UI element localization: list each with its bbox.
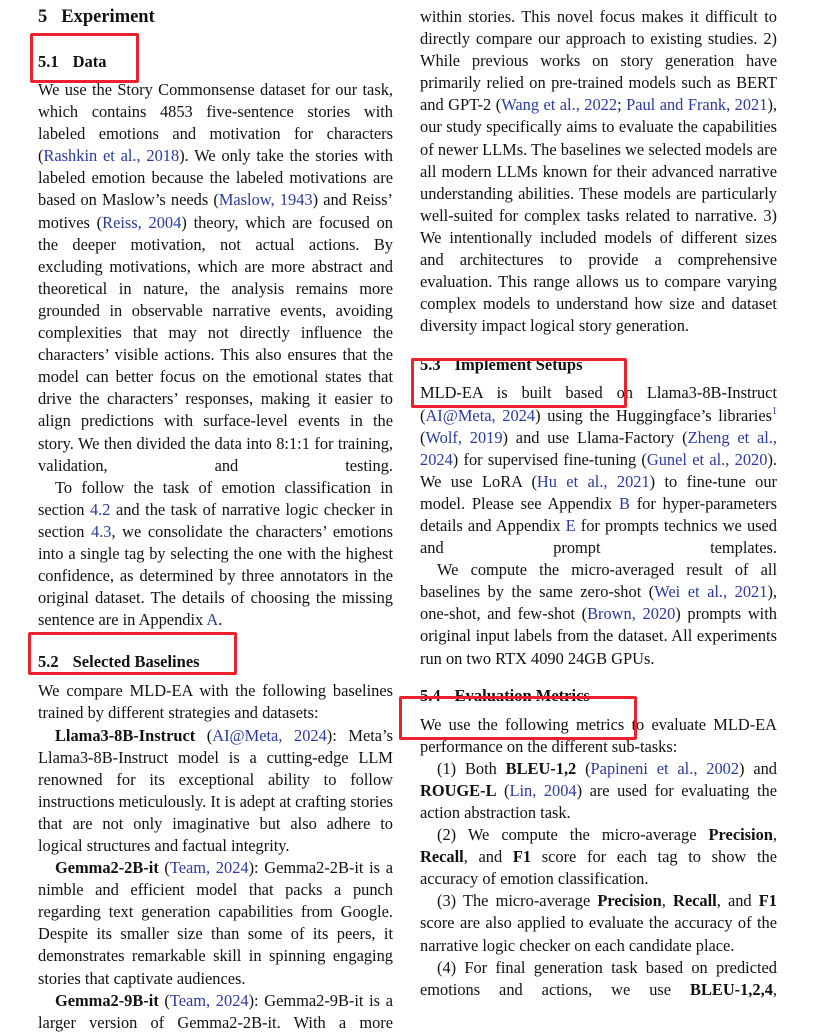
citation-link[interactable]: Lin, 2004 [509,780,577,800]
text-run: (4) For final generation task based on predicted emotions and actions, we use [420,957,777,999]
subsection-heading-baselines [38,651,393,673]
text-run: ) prompts with original input labels from the dataset. All experiments run on two RTX 4090 24GB GPUs. [420,604,777,668]
text-run: We use the following metrics to evaluate MLD-EA performance on the different sub-tasks: [420,714,777,756]
data-paragraph-2 [38,477,393,632]
text-run: , and [463,847,513,867]
citation-link[interactable]: Maslow, 1943 [218,190,313,210]
text-run: ), one-shot, and few-shot ( [420,582,777,624]
baseline-gemma2-9b [38,990,393,1034]
text-run: ): Gemma2-2B-it is a nimble and efficient model that packs a punch regarding text generation capabilities from Google. Despite its smaller size than some of its peers, it demonstrates remarkable skill in spinning engaging stories that captivate audiences. [38,858,393,988]
bold-term: Precision [597,891,662,911]
bold-term: BLEU-1,2,4 [690,979,773,999]
text-run: ( [496,780,510,800]
citation-link[interactable]: 4.3 [91,521,112,541]
citation-link[interactable]: Hu et al., 2021 [536,471,650,491]
text-run: ), our study specifically aims to evaluate the capabilities of newer LLMs. The baselines we selected models are all modern LLMs known for their advanced narrative understanding abilities. These models are particularly well-suited for complex tasks related to narrative. 3) We intentionally included models of different sizes and architectures to provide a comprehensive evaluation. This range allows us to compare varying complex models to understand how size and dataset diversity impact logical story generation. [420,95,777,336]
text-run: , we consolidate the characters’ emotions into a single tag by selecting the one with the highest confidence, as determined by three annotators in the original dataset. The details of choosing the missing sentence are in Appendix [38,521,393,630]
text-run: ) to fine-tune our model. Please see Appendix [420,471,777,513]
text-run: , and [716,891,759,911]
text-run: ; [617,95,627,115]
text-run: ( [158,858,170,878]
citation-link[interactable]: Rashkin et al., 2018 [43,146,180,166]
text-run: ) theory, which are focused on the deeper motivation, not actual actions. By excluding motivations, which are more abstract and theoretical in nature, the analysis remains more grounded in observable narrative events, avoiding complexities that may not directly influence the characters’ visible actions. This also ensures that the model can better focus on the emotional states that drive the characters’ responses, making it easier to align predictions with surface-level events in the story. We then divided the data into 8:1:1 for training, validation, and testing. [38,212,394,475]
text-run: ( [158,990,170,1010]
text-run: ) and [739,758,777,778]
subsection-number: 5.3 [420,355,441,375]
text-run: ( [195,725,213,745]
citation-link[interactable]: Papineni et al., 2002 [590,758,740,778]
text-run: , [772,979,777,999]
bold-term: Recall [673,891,717,911]
section-heading [38,6,393,28]
citation-link[interactable]: Wang et al., 2022 [501,95,618,115]
citation-link[interactable]: Zheng et al., 2024 [420,427,778,469]
text-run: (1) Both [437,758,506,778]
citation-link[interactable]: AI@Meta, 2024 [425,405,536,425]
baseline-llama3 [38,725,393,858]
text-run: score are also applied to evaluate the accuracy of the narrative logic checker on each candidate place. [420,913,777,955]
text-run: ): Meta’s Llama3-8B-Instruct model is a cutting-edge LLM renowned for its exceptional ability to follow instructions meticulously. It is adept at crafting stories that are not only imaginative but also adhere to logical structures and factual integrity. [38,725,393,855]
subsection-title: Evaluation Metrics [454,685,590,705]
citation-link[interactable]: AI@Meta, 2024 [212,725,327,745]
citation-link[interactable]: B [618,493,630,513]
text-run: . [218,610,223,630]
bold-term: Llama3-8B-Instruct [55,725,196,745]
citation-link[interactable]: Gunel et al., 2020 [646,449,768,469]
section-number: 5 [38,7,48,27]
subsection-heading-setups [420,354,777,376]
subsection-title: Implement Setups [454,355,583,375]
text-run: ) for supervised fine-tuning ( [452,449,647,469]
subsection-heading-metrics [420,685,777,707]
text-run: , [661,891,673,911]
citation-link[interactable]: Paul and Frank, 2021 [626,95,768,115]
text-run: (3) The micro-average [437,891,598,911]
left-column [38,6,393,1034]
bold-term: ROUGE-L [420,780,497,800]
bold-term: Gemma2-9B-it [55,990,159,1010]
bold-term: Gemma2-2B-it [55,858,159,878]
bold-term: Recall [420,847,464,867]
metric-item-2 [420,824,777,890]
text-run: ) and Reiss’ motives ( [38,190,394,232]
text-run: ) using the Huggingface’s libraries [535,405,772,425]
right-column [420,6,777,1001]
text-run: and the task of narrative logic checker in section [38,499,393,541]
metric-item-3 [420,890,777,956]
metrics-intro [420,714,777,758]
text-run: score for each tag to show the accuracy of emotion classification. [420,847,777,889]
section-title: Experiment [61,7,155,27]
bold-term: F1 [512,847,532,867]
citation-link[interactable]: Team, 2024 [169,858,249,878]
citation-link[interactable]: Brown, 2020 [587,604,676,624]
subsection-title: Selected Baselines [72,652,200,672]
text-run: ). We use LoRA ( [420,449,777,491]
text-run: We use the Story Commonsense dataset for our task, which contains 4853 five-sentence stories with labeled emotions and motivation for characters ( [38,80,393,166]
text-run: ): Gemma2-9B-it is a larger version of Gemma2-2B-it. With a more [38,990,393,1032]
text-run: ( [576,758,591,778]
text-run: We compute the micro-averaged result of all baselines by the same zero-shot ( [420,560,777,602]
text-run: MLD-EA is built based on Llama3-8B-Instruct ( [420,383,777,425]
text-run: To follow the task of emotion classification in section [38,477,393,519]
bold-term: BLEU-1,2 [505,758,577,778]
citation-link[interactable]: A [206,610,219,630]
baselines-intro [38,680,393,724]
subsection-heading-data [38,51,393,73]
setups-paragraph-2 [420,559,777,669]
bold-term: Precision [708,825,773,845]
text-run: We compare MLD-EA with the following baselines trained by different strategies and datasets: [38,681,393,723]
baseline-gemma2-2b [38,857,393,990]
citation-link[interactable]: 4.2 [89,499,111,519]
text-run: within stories. This novel focus makes it difficult to directly compare our approach to existing studies. 2) While previous works on story generation have primarily relied on pre-trained models such as BERT and GPT-2 ( [420,7,777,115]
text-run: , [772,825,777,845]
text-run: ) and use Llama-Factory ( [502,427,688,447]
metric-item-4 [420,957,777,1001]
footnote-marker[interactable]: 1 [772,405,777,417]
subsection-number: 5.4 [420,685,441,705]
text-run: (2) We compute the micro-average [437,825,709,845]
citation-link[interactable]: Team, 2024 [169,990,249,1010]
text-run: for hyper-parameters details and Appendix [420,493,777,535]
subsection-title: Data [72,52,107,71]
text-run: ) are used for evaluating the action abstraction task. [420,780,777,822]
setups-paragraph-1 [420,382,777,559]
bold-term: F1 [758,891,777,911]
metric-item-1 [420,758,777,824]
baselines-continued-paragraph [420,6,777,337]
citation-link[interactable]: Reiss, 2004 [102,212,182,232]
text-run: for prompts technics we used and prompt templates. [420,515,778,558]
citation-link[interactable]: Wolf, 2019 [425,427,503,447]
subsection-number: 5.1 [38,52,59,71]
citation-link[interactable]: E [565,515,576,535]
text-run: ). We only take the stories with labeled emotion because the labeled motivations are based on Maslow’s needs ( [38,146,393,210]
data-paragraph-1 [38,79,393,477]
citation-link[interactable]: Wei et al., 2021 [654,582,768,602]
text-run: ( [420,427,426,447]
subsection-number: 5.2 [38,652,59,672]
